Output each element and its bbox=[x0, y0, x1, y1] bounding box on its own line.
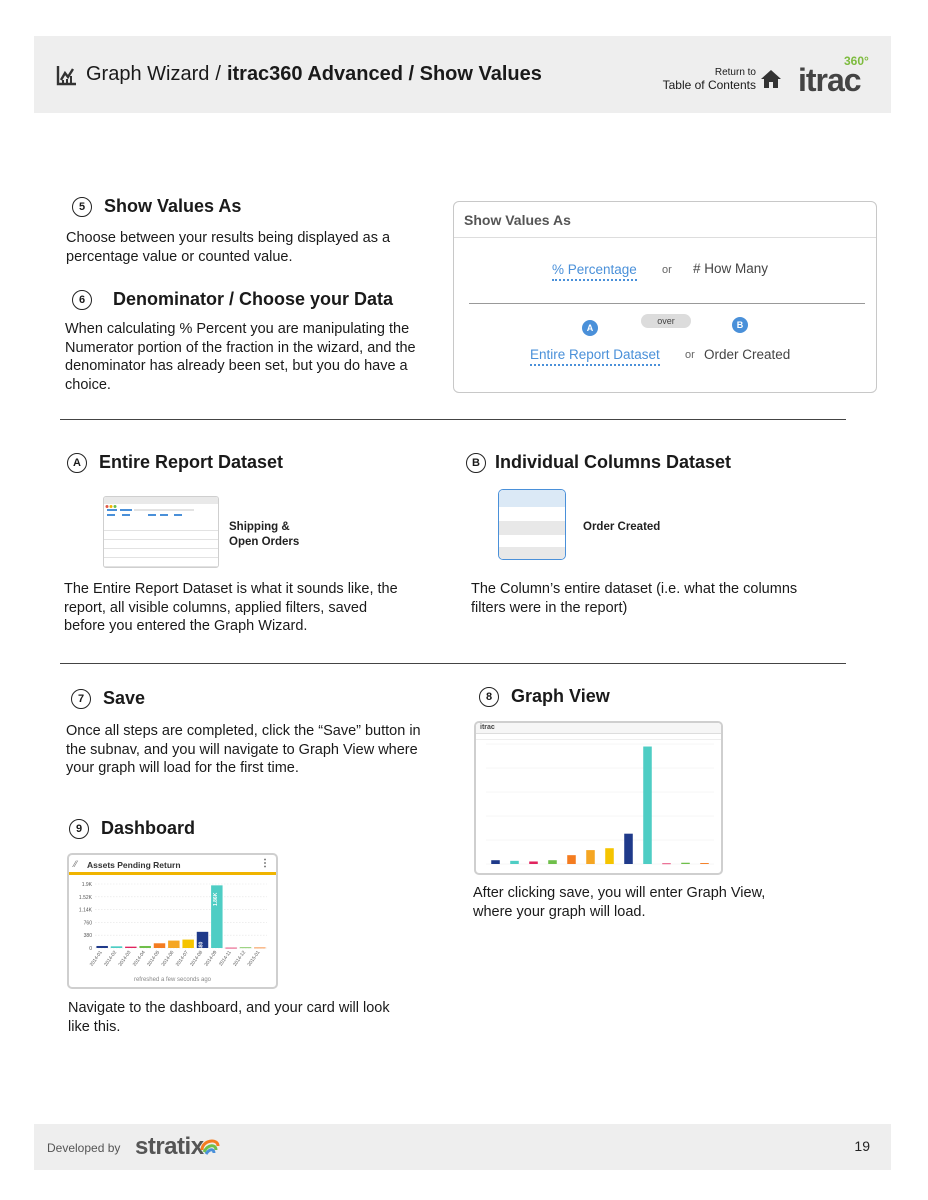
itrac360-logo bbox=[798, 54, 878, 98]
chart-bar bbox=[548, 860, 557, 864]
table-row bbox=[104, 566, 218, 567]
or-label: or bbox=[685, 349, 695, 361]
x-tick-label: 2014-11 bbox=[218, 950, 233, 968]
card-title: Assets Pending Return bbox=[87, 860, 181, 870]
x-tick-label: 2014-06 bbox=[161, 950, 176, 968]
table-row bbox=[104, 557, 218, 558]
y-tick-label: 1.9K bbox=[81, 882, 92, 888]
page-number: 19 bbox=[854, 1138, 870, 1154]
step-5-heading bbox=[72, 196, 241, 217]
step-8-description: After clicking save, you will enter Graph View, where your graph will load. bbox=[473, 885, 766, 920]
step-9-heading bbox=[69, 818, 195, 839]
logo-superscript: 360° bbox=[844, 54, 869, 68]
x-tick-label: 2014-07 bbox=[175, 950, 190, 968]
badge-a: A bbox=[582, 320, 598, 336]
table-row bbox=[104, 530, 218, 531]
chart-bar bbox=[254, 947, 265, 948]
return-to-toc-link[interactable] bbox=[646, 66, 756, 92]
breadcrumb-separator: / bbox=[215, 63, 221, 85]
dashboard-chart bbox=[69, 878, 276, 973]
chart-bar bbox=[567, 855, 576, 864]
x-tick-label: 2014-12 bbox=[232, 950, 248, 968]
step-6-heading bbox=[72, 289, 393, 310]
section-divider bbox=[60, 663, 846, 664]
data-label: 1.86K bbox=[212, 892, 219, 907]
chart-bar bbox=[111, 946, 122, 948]
home-icon[interactable] bbox=[760, 69, 782, 89]
section-b-description: The Column’s entire dataset (i.e. what the columns filters were in the report) bbox=[471, 581, 798, 616]
how-many-option[interactable]: # How Many bbox=[693, 261, 769, 276]
step-title: Denominator / Choose your Data bbox=[113, 289, 394, 309]
graph-view-chart bbox=[476, 740, 721, 873]
table-row bbox=[104, 548, 218, 549]
chart-bar bbox=[662, 863, 671, 864]
chart-bar bbox=[643, 747, 652, 864]
badge-b: B bbox=[732, 317, 748, 333]
shipping-open-orders-label bbox=[229, 520, 299, 550]
x-tick-label: 2014-03 bbox=[118, 950, 133, 968]
section-badge: B bbox=[466, 453, 486, 473]
graph-view-screenshot bbox=[474, 721, 723, 875]
section-title: Individual Columns Dataset bbox=[495, 452, 732, 472]
logo-word: itrac bbox=[798, 62, 861, 98]
show-values-as-panel bbox=[453, 201, 877, 393]
y-tick-label: 380 bbox=[83, 933, 92, 940]
card-menu-icon[interactable]: ⋮ bbox=[260, 858, 270, 869]
or-label: or bbox=[662, 264, 672, 276]
step-number: 6 bbox=[72, 290, 92, 310]
order-created-option[interactable]: Order Created bbox=[704, 347, 791, 362]
chart-icon: ⁄⁄ bbox=[74, 859, 78, 869]
page-header bbox=[34, 36, 891, 113]
chart-bar bbox=[510, 861, 519, 864]
section-b-heading bbox=[466, 452, 731, 473]
report-thumbnail bbox=[103, 496, 219, 568]
chart-bar bbox=[182, 940, 193, 948]
step-title: Show Values As bbox=[104, 196, 242, 216]
step-8-heading bbox=[479, 686, 610, 707]
column-cell bbox=[499, 521, 565, 535]
x-tick-label: 2014-08 bbox=[189, 950, 205, 968]
y-tick-label: 1.14K bbox=[78, 907, 92, 914]
panel-title: Show Values As bbox=[464, 212, 571, 228]
step-number: 5 bbox=[72, 197, 92, 217]
section-title: Entire Report Dataset bbox=[99, 452, 284, 472]
data-label: 480 bbox=[198, 941, 205, 951]
divider bbox=[454, 237, 876, 238]
step-title: Graph View bbox=[511, 686, 610, 706]
step-title: Save bbox=[103, 688, 146, 708]
return-to-label: Return to bbox=[714, 67, 756, 78]
y-tick-label: 1.52K bbox=[78, 894, 92, 901]
section-badge: A bbox=[67, 453, 87, 473]
chart-bar bbox=[586, 850, 595, 864]
label-line-2: Open Orders bbox=[229, 536, 300, 548]
y-tick-label: 0 bbox=[89, 946, 92, 952]
page-title: itrac360 Advanced / Show Values bbox=[226, 63, 542, 85]
step-6-description: When calculating % Percent you are manipulating the Numerator portion of the fraction in the wizard, and the denominator has already been set, but you do have a choice. bbox=[65, 321, 416, 393]
chart-bar bbox=[154, 943, 165, 948]
x-tick-label: 2014-09 bbox=[204, 950, 219, 968]
over-pill: over bbox=[641, 314, 691, 328]
developed-by-label: Developed by bbox=[47, 1141, 121, 1155]
column-thumbnail bbox=[498, 489, 566, 560]
window-dots-icon bbox=[104, 503, 124, 510]
line-chart-icon bbox=[56, 64, 78, 86]
chart-bar bbox=[125, 947, 136, 948]
chart-bar bbox=[605, 848, 614, 864]
table-of-contents-label: Table of Contents bbox=[662, 78, 756, 92]
step-number: 8 bbox=[479, 687, 499, 707]
step-7-description: Once all steps are completed, click the “Save” button in the subnav, and you will navigate to Graph View where your graph will load for the first time. bbox=[66, 723, 421, 776]
table-row bbox=[104, 539, 218, 540]
window-titlebar bbox=[104, 497, 218, 504]
entire-report-dataset-option[interactable]: Entire Report Dataset bbox=[530, 347, 660, 366]
x-tick-label: 2014-04 bbox=[132, 950, 147, 968]
section-a-description: The Entire Report Dataset is what it sounds like, the report, all visible columns, applied filters, saved before you entered the Graph Wizard. bbox=[64, 581, 398, 634]
chart-bar bbox=[225, 948, 236, 949]
chart-bar bbox=[168, 941, 179, 948]
chart-bar bbox=[139, 946, 150, 948]
refresh-status: refreshed a few seconds ago bbox=[133, 977, 212, 983]
chart-bar bbox=[529, 861, 538, 864]
chart-bar bbox=[624, 834, 633, 864]
app-nav bbox=[476, 723, 721, 734]
dashboard-card bbox=[67, 853, 278, 989]
chart-bar bbox=[700, 863, 709, 864]
step-title: Dashboard bbox=[101, 818, 196, 838]
x-tick-label: 2014-05 bbox=[146, 950, 162, 968]
step-5-description: Choose between your results being displayed as a percentage value or counted value. bbox=[66, 230, 391, 265]
label-line-1: Shipping & bbox=[229, 521, 290, 533]
y-tick-label: 760 bbox=[83, 920, 92, 927]
fraction-line bbox=[469, 303, 865, 304]
column-cell bbox=[499, 535, 565, 547]
step-number: 7 bbox=[71, 689, 91, 709]
x-tick-label: 2014-02 bbox=[103, 950, 119, 968]
percentage-option[interactable]: % Percentage bbox=[552, 262, 637, 281]
stratix-logo: stratix bbox=[135, 1133, 204, 1160]
column-cell bbox=[499, 507, 565, 521]
step-number: 9 bbox=[69, 819, 89, 839]
card-header bbox=[69, 855, 276, 875]
page-footer bbox=[34, 1124, 891, 1170]
chart-bar bbox=[96, 946, 107, 948]
x-tick-label: 2015-01 bbox=[247, 950, 262, 968]
section-a-heading bbox=[67, 452, 283, 473]
stratix-swirl-icon bbox=[198, 1134, 222, 1158]
column-header bbox=[499, 490, 565, 507]
section-divider bbox=[60, 419, 846, 420]
chart-bar bbox=[240, 947, 251, 948]
breadcrumb bbox=[56, 63, 542, 86]
chart-bar bbox=[681, 863, 690, 864]
app-logo: itrac bbox=[480, 724, 495, 731]
step-9-description: Navigate to the dashboard, and your card will look like this. bbox=[68, 1000, 390, 1035]
breadcrumb-graph-wizard: Graph Wizard bbox=[86, 63, 210, 85]
step-7-heading bbox=[71, 688, 145, 709]
x-tick-label: 2014-01 bbox=[89, 950, 104, 968]
column-cell bbox=[499, 547, 565, 560]
order-created-label: Order Created bbox=[583, 521, 661, 533]
chart-bar bbox=[491, 860, 500, 864]
